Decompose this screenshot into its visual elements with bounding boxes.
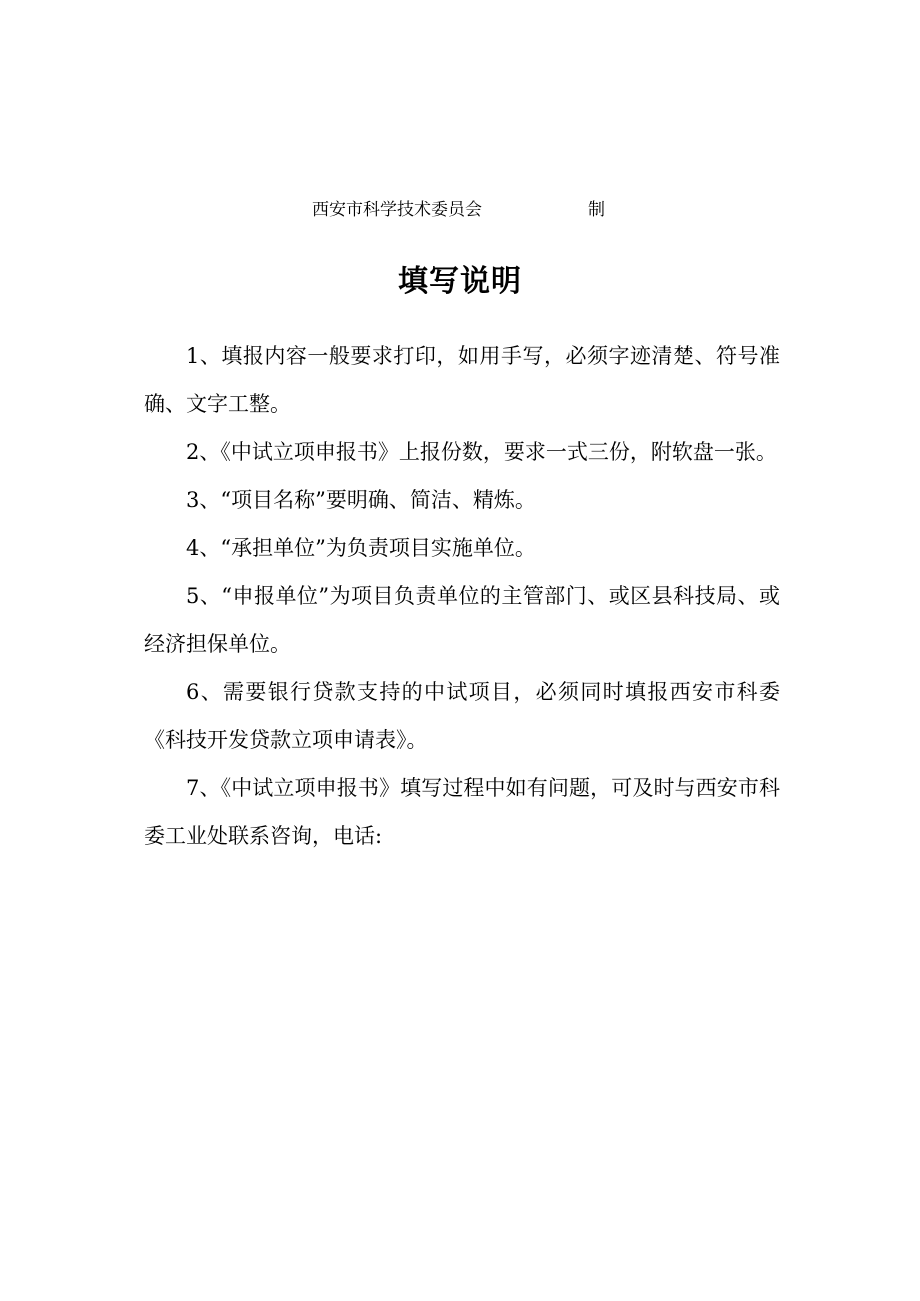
page-title: 填写说明 <box>398 264 522 300</box>
issuer-suffix: 制 <box>588 200 605 220</box>
instruction-item-3: 3、“项目名称”要明确、简洁、精炼。 <box>186 488 536 512</box>
instruction-item-5: 5、“申报单位”为项目负责单位的主管部门、或区县科技局、或经济担保单位。 <box>144 584 780 656</box>
instruction-item-2: 2、《中试立项申报书》上报份数，要求一式三份，附软盘一张。 <box>186 440 777 464</box>
instruction-item-4: 4、“承担单位”为负责项目实施单位。 <box>186 536 536 560</box>
instruction-item-1: 1、填报内容一般要求打印，如用手写，必须字迹清楚、符号准确、文字工整。 <box>144 344 780 416</box>
instruction-item-6: 6、需要银行贷款支持的中试项目，必须同时填报西安市科委《科技开发贷款立项申请表》。 <box>144 680 780 752</box>
instruction-item-7: 7、《中试立项申报书》填写过程中如有问题，可及时与西安市科委工业处联系咨询，电话: <box>144 776 780 848</box>
instructions-list <box>144 332 780 860</box>
issuer-name: 西安市科学技术委员会 <box>312 200 482 220</box>
